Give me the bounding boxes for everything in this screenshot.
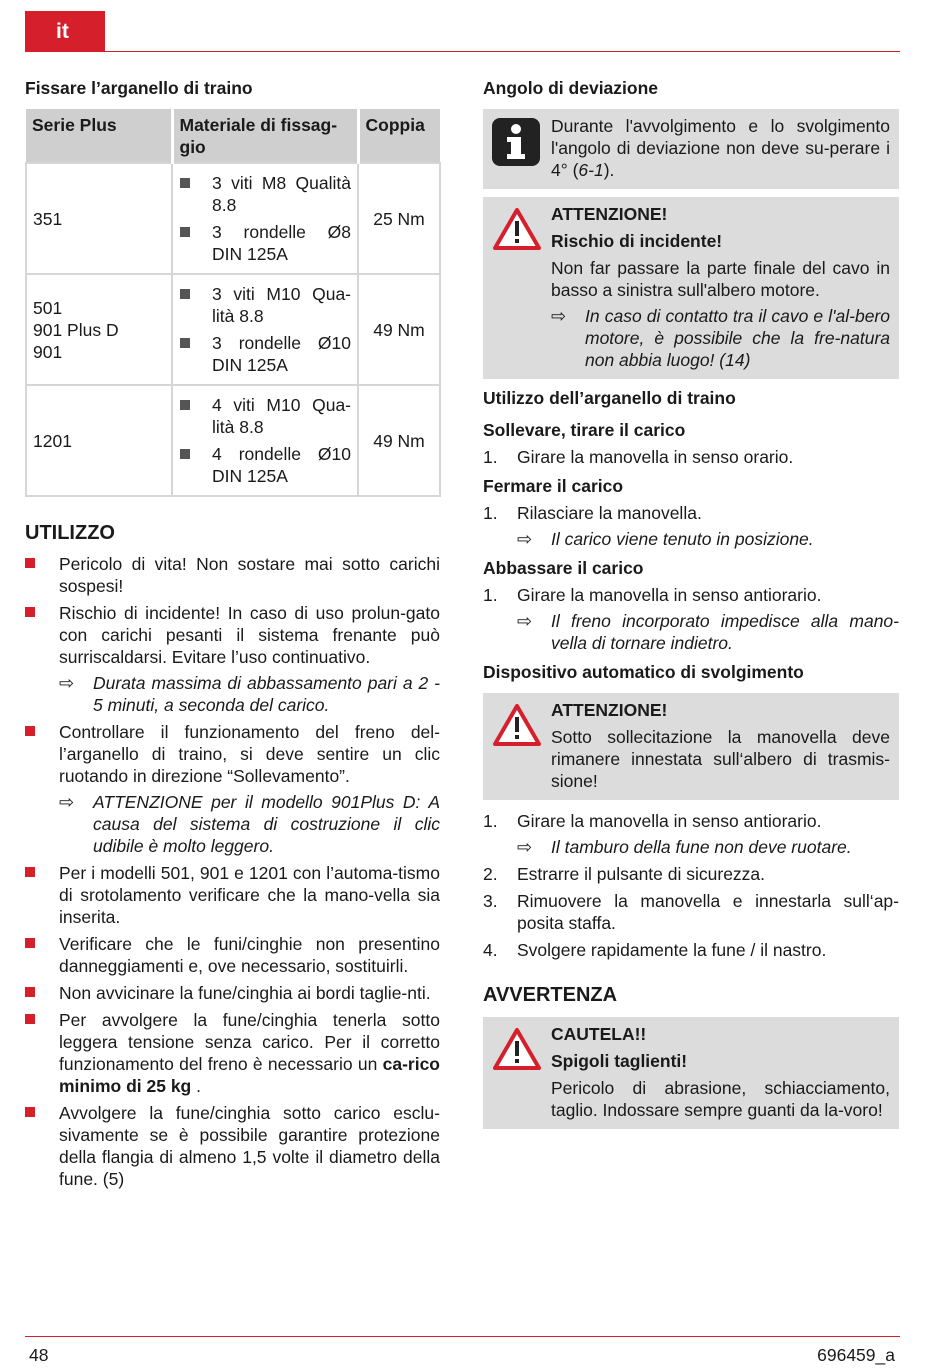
- torque-cell: 49 Nm: [358, 385, 440, 496]
- stop-steps: [483, 502, 899, 550]
- warning-box: [483, 693, 899, 800]
- list-item-text: Pericolo di vita! Non sostare mai sotto carichi sospesi!: [59, 554, 440, 596]
- result-note: ⇨ Il tamburo della fune non deve ruotare.: [517, 836, 899, 858]
- warning-text: Non far passare la parte finale del cavo in basso a sinistra sull'albero motore.: [551, 258, 890, 300]
- deflection-angle-heading: Angolo di deviazione: [483, 78, 659, 98]
- lift-steps: [483, 446, 899, 468]
- info-box: [483, 109, 899, 189]
- list-item-text: Rischio di incidente! In caso di uso prolun-gato con carichi pesanti il sistema frenante può surriscaldarsi. Evitare l’uso continuativo.: [59, 603, 440, 667]
- list-item-text: Verificare che le funi/cinghie non presentino danneggiamenti e, ove necessario, sostituirli.: [59, 934, 440, 976]
- table-row: [26, 163, 440, 274]
- warning-title: ATTENZIONE!: [551, 700, 668, 720]
- torque-cell: 49 Nm: [358, 274, 440, 385]
- header-rule: [105, 51, 900, 52]
- step-number: 1.: [483, 811, 498, 831]
- left-column: [25, 77, 440, 1195]
- list-item-text: Avvolgere la fune/cinghia sotto carico esclu-sivamente se è possibile garantire protezione della flangia di almeno 1,5 volte il diametro della fune. (5): [59, 1103, 440, 1189]
- lower-steps: [483, 584, 899, 654]
- warning-triangle-icon: [492, 703, 542, 752]
- auto-unwind-heading: Dispositivo automatico di svolgimento: [483, 662, 804, 682]
- step-number: 3.: [483, 891, 498, 911]
- stop-heading: Fermare il carico: [483, 476, 624, 496]
- step-item: [483, 446, 899, 468]
- table-header-row: [26, 109, 440, 163]
- step-item: [483, 939, 899, 961]
- page-number: 48: [29, 1345, 49, 1365]
- warning-subtitle: Rischio di incidente!: [551, 231, 723, 251]
- step-text: Girare la manovella in senso orario.: [517, 447, 794, 467]
- warning-section-heading: AVVERTENZA: [483, 984, 618, 1006]
- caution-text: Pericolo di abrasione, schiacciamento, taglio. Indossare sempre guanti da la-voro!: [551, 1078, 890, 1120]
- step-item: [483, 890, 899, 934]
- col-header-material: Materiale di fissag-gio: [172, 109, 358, 163]
- warning-triangle-icon: [492, 207, 542, 256]
- material-cell: [172, 274, 358, 385]
- list-item-text: Per avvolgere la fune/cinghia tenerla sotto leggera tensione senza carico. Per il corretto funzionamento del freno è necessario un: [59, 1010, 440, 1074]
- footer-rule: [25, 1336, 900, 1337]
- list-item: [25, 1102, 440, 1190]
- step-item: [483, 810, 899, 858]
- material-item: 4 viti M10 Qua-lità 8.8: [179, 394, 351, 438]
- figure-ref: 6-1: [578, 160, 604, 180]
- step-text: Estrarre il pulsante di sicurezza.: [517, 864, 766, 884]
- material-item: 3 viti M8 Qualità 8.8: [179, 172, 351, 216]
- use-winch-heading: Utilizzo dell’arganello di traino: [483, 388, 736, 408]
- warning-text: Sotto sollecitazione la manovella deve rimanere innestata sull‘albero di trasmis-sione!: [551, 727, 890, 791]
- warning-title: ATTENZIONE!: [551, 204, 668, 224]
- document-code: 696459_a: [817, 1345, 895, 1365]
- lift-heading: Sollevare, tirare il carico: [483, 420, 686, 440]
- fix-winch-heading: Fissare l’arganello di traino: [25, 78, 253, 98]
- list-item: [25, 721, 440, 857]
- step-text: Svolgere rapidamente la fune / il nastro.: [517, 940, 827, 960]
- material-item: 4 rondelle Ø10 DIN 125A: [179, 443, 351, 487]
- step-item: [483, 863, 899, 885]
- info-icon: [492, 118, 540, 171]
- step-item: [483, 584, 899, 654]
- result-note: ⇨ ATTENZIONE per il modello 901Plus D: A causa del sistema di costruzione il clic udibile è molto leggero.: [59, 791, 440, 857]
- step-number: 1.: [483, 585, 498, 605]
- material-item: 3 rondelle Ø8 DIN 125A: [179, 221, 351, 265]
- result-note: ⇨ In caso di contatto tra il cavo e l'al-bero motore, è possibile che la fre-natura non abbia luogo! (14): [551, 305, 890, 371]
- step-text: Rilasciare la manovella.: [517, 503, 702, 523]
- warning-triangle-icon: [492, 1027, 542, 1076]
- series-cell: 351: [26, 163, 172, 274]
- right-column: [483, 77, 899, 1129]
- warning-box: [483, 197, 899, 379]
- list-item: [25, 982, 440, 1004]
- step-text: Girare la manovella in senso antiorario.: [517, 811, 822, 831]
- auto-unwind-steps: [483, 810, 899, 961]
- usage-heading: UTILIZZO: [25, 522, 115, 544]
- info-text: Durante l'avvolgimento e lo svolgimento l'angolo di deviazione non deve su-perare i 4° (: [551, 116, 890, 180]
- info-text-end: ).: [603, 160, 615, 180]
- list-item: [25, 1009, 440, 1097]
- material-cell: [172, 163, 358, 274]
- step-number: 1.: [483, 503, 498, 523]
- result-note: ⇨ Durata massima di abbassamento pari a 2 - 5 minuti, a seconda del carico.: [59, 672, 440, 716]
- torque-cell: 25 Nm: [358, 163, 440, 274]
- caution-subtitle: Spigoli taglienti!: [551, 1051, 688, 1071]
- usage-list: [25, 553, 440, 1190]
- table-row: [26, 274, 440, 385]
- lower-heading: Abbassare il carico: [483, 558, 644, 578]
- series-cell: 501 901 Plus D 901: [26, 274, 172, 385]
- min-load-text: ca-rico minimo di 25 kg: [59, 1054, 440, 1096]
- col-header-torque: Coppia: [358, 109, 440, 163]
- fastening-table: [25, 109, 441, 497]
- material-item: 3 viti M10 Qua-lità 8.8: [179, 283, 351, 327]
- table-row: [26, 385, 440, 496]
- list-item: [25, 602, 440, 716]
- result-note: ⇨ Il carico viene tenuto in posizione.: [517, 528, 899, 550]
- step-text: Girare la manovella in senso antiorario.: [517, 585, 822, 605]
- language-tab: it: [25, 11, 105, 52]
- list-item: [25, 933, 440, 977]
- step-number: 4.: [483, 940, 498, 960]
- series-cell: 1201: [26, 385, 172, 496]
- step-item: [483, 502, 899, 550]
- step-text: Rimuovere la manovella e innestarla sull‘ap-posita staffa.: [517, 891, 899, 933]
- list-item-text: Controllare il funzionamento del freno del-l’arganello di traino, si deve sentire un clic ruotando in direzione “Sollevamento”.: [59, 722, 440, 786]
- step-number: 1.: [483, 447, 498, 467]
- caution-title: CAUTELA!!: [551, 1024, 647, 1044]
- material-item: 3 rondelle Ø10 DIN 125A: [179, 332, 351, 376]
- list-item-text: .: [191, 1076, 201, 1096]
- list-item-text: Non avvicinare la fune/cinghia ai bordi taglie-nti.: [59, 983, 431, 1003]
- result-note: ⇨ Il freno incorporato impedisce alla mano-vella di tornare indietro.: [517, 610, 899, 654]
- list-item: [25, 862, 440, 928]
- list-item: [25, 553, 440, 597]
- list-item-text: Per i modelli 501, 901 e 1201 con l’automa-tismo di srotolamento verificare che la mano-vella sia inserita.: [59, 863, 440, 927]
- material-cell: [172, 385, 358, 496]
- caution-box: [483, 1017, 899, 1129]
- step-number: 2.: [483, 864, 498, 884]
- col-header-series: Serie Plus: [26, 109, 172, 163]
